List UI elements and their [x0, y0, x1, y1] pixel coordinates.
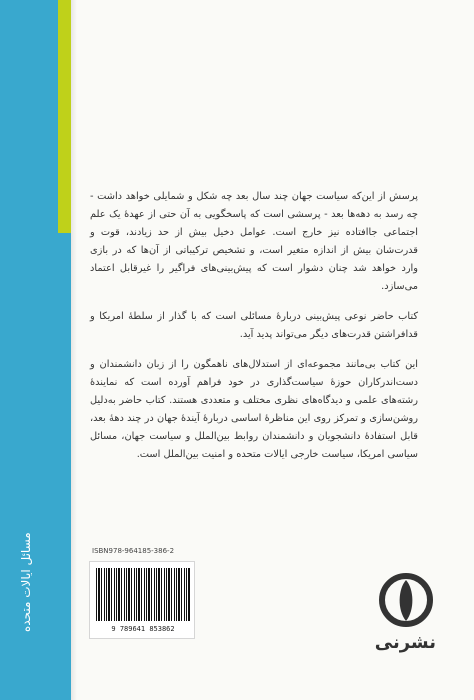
description-paragraph-1: پرسش از این‌که سیاست جهان چند سال بعد چه شکل و شمایلی خواهد داشت - چه رسد به دهه‌ها بعد - پرسشی است که پاسخگویی به آن حتی از عهدهٔ یک علم اجتماعی جاافتاده نیز خارج است. عوامل دخیل بیش از حد زیادند، قوت و قدرت‌شان بیش از اندازه متغیر است، و تشخیص ترکیباتی از آن‌ها که در بازی وارد خواهد شد چنان دشوار است که پیش‌بینی‌های فراگیر را غیرقابل اعتماد می‌سازد.	[90, 191, 418, 292]
spine-accent-band	[58, 0, 71, 233]
isbn-label: ISBN978-964185-386-2	[92, 547, 175, 555]
barcode-icon	[96, 568, 190, 621]
description-paragraph-2: کتاب حاضر نوعی پیش‌بینی دربارهٔ مسائلی است که با گذار از سلطهٔ امریکا و قدافراشتن قدرت‌های دیگر می‌تواند پدید آید.	[90, 311, 418, 340]
barcode-box	[89, 561, 195, 639]
description-paragraph-3: این کتاب بی‌مانند مجموعه‌ای از استدلال‌های ناهمگون را از زبان دانشمندان و دست‌اندرکاران حوزهٔ سیاست‌گذاری در خود فراهم آورده است که نمایندهٔ رشته‌های علمی و دیدگاه‌های نظری مختلف و متعددی هستند. کتاب حاضر به‌دلیل روشن‌سازی و تمرکز روی این مناظرهٔ اساسی دربارهٔ آیندهٔ جهان در چند دههٔ بعد، قابل استفادهٔ دانشجویان و دانشمندان روابط بین‌الملل و سیاست جهان، مسائل سیاسی امریکا، سیاست خارجی ایالات متحده و امنیت بین‌الملل است.	[90, 359, 418, 460]
spine-title: مسائل ایالات متحده	[19, 532, 33, 633]
spine-edge-shadow	[71, 0, 77, 700]
barcode-number: 9 789641 853862	[111, 625, 175, 633]
back-cover-description	[90, 188, 418, 470]
publisher-logo-text: نشرنی	[374, 632, 436, 653]
